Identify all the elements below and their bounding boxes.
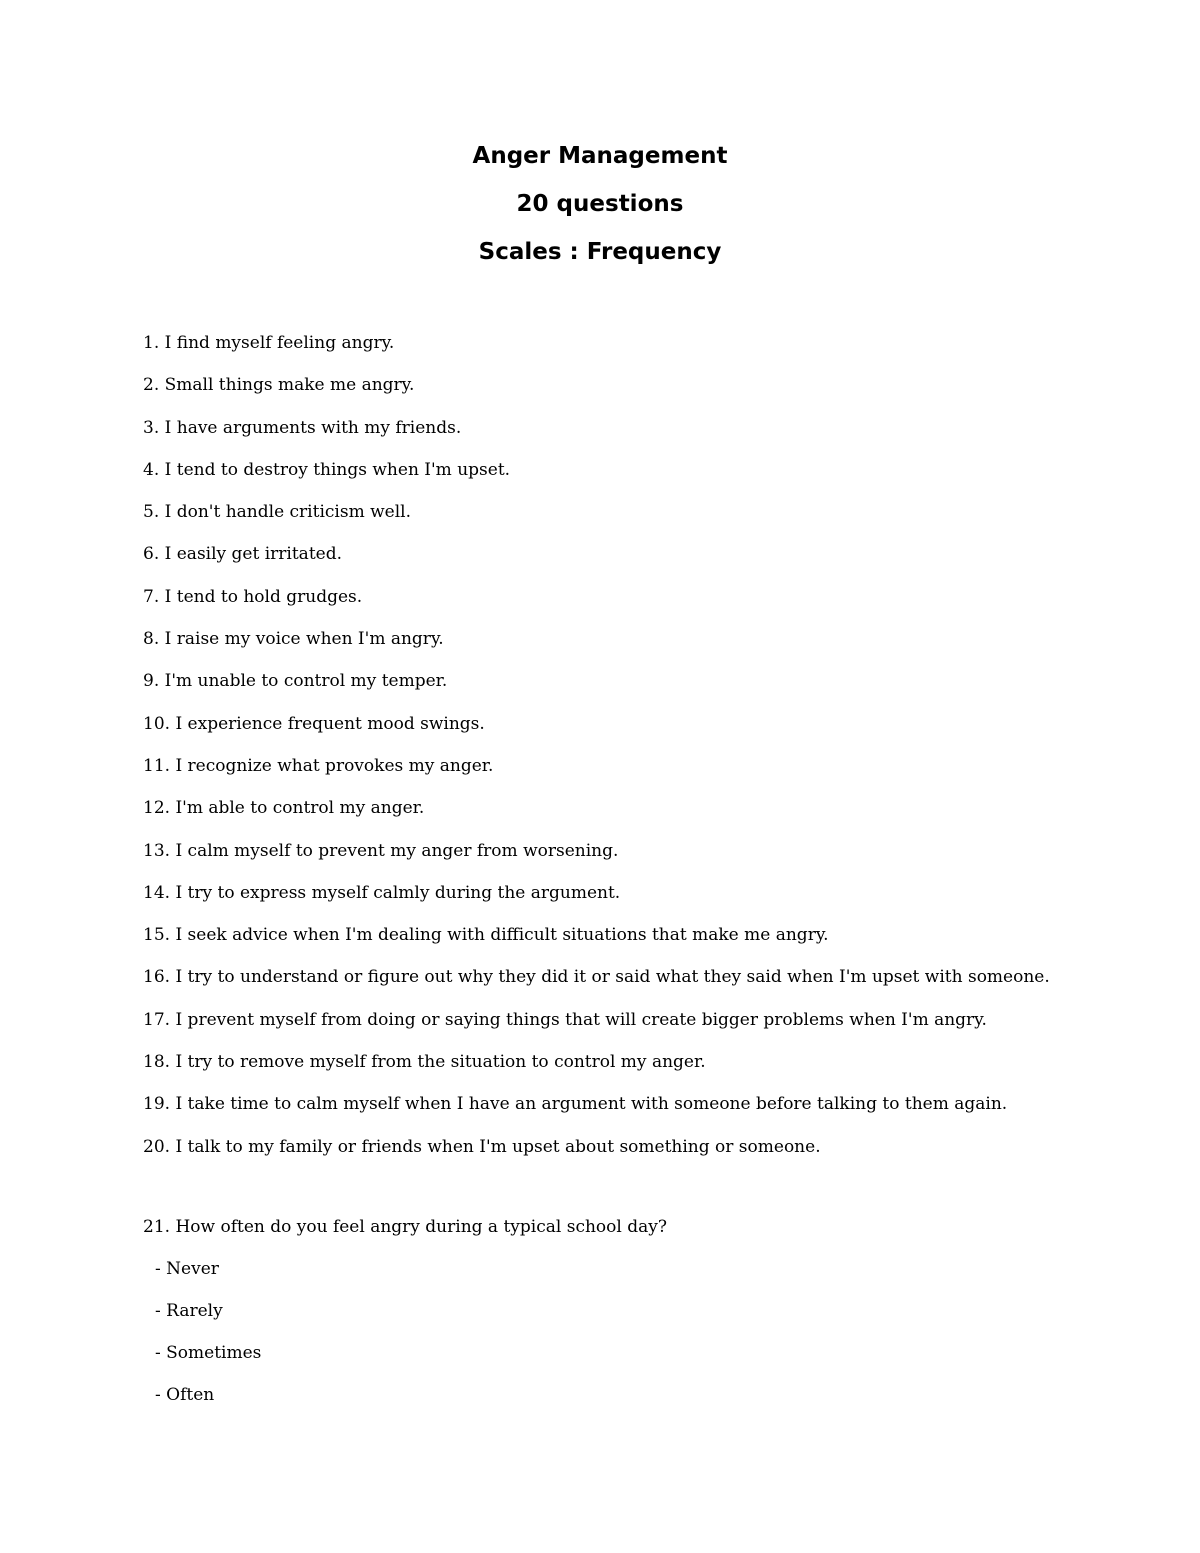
question-item: 7. I tend to hold grudges. [143,586,363,607]
question-item: 20. I talk to my family or friends when I'm upset about something or someone. [143,1136,821,1157]
answer-option-often: - Often [155,1385,215,1405]
question-item: 9. I'm unable to control my temper. [143,671,448,692]
answer-option-never: - Never [155,1259,219,1279]
extra-question-text: 21. How often do you feel angry during a typical school day? [143,1217,667,1237]
question-item: 6. I easily get irritated. [143,544,342,565]
question-item: 1. I find myself feeling angry. [143,333,395,353]
question-item: 12. I'm able to control my anger. [143,798,425,819]
document-title: Anger Management [472,143,728,169]
answer-option-sometimes: - Sometimes [155,1343,262,1363]
document-subtitle: 20 questions [516,191,684,217]
question-item: 17. I prevent myself from doing or saying things that will create bigger problems when I'm angry. [143,1009,987,1030]
question-item: 10. I experience frequent mood swings. [143,713,485,734]
question-item: 5. I don't handle criticism well. [143,502,411,523]
question-item: 3. I have arguments with my friends. [143,417,462,438]
question-item: 13. I calm myself to prevent my anger from worsening. [143,840,619,861]
question-list [143,330,1143,1176]
question-item: 16. I try to understand or figure out why they did it or said what they said when I'm upset with someone. [143,967,1050,988]
title-block [0,138,1200,282]
question-item: 15. I seek advice when I'm dealing with difficult situations that make me angry. [143,925,829,946]
answer-option-rarely: - Rarely [155,1301,223,1321]
question-item: 11. I recognize what provokes my anger. [143,755,494,776]
question-item: 8. I raise my voice when I'm angry. [143,629,444,650]
question-item: 18. I try to remove myself from the situation to control my anger. [143,1052,706,1073]
question-item: 4. I tend to destroy things when I'm upset. [143,459,511,480]
question-item: 2. Small things make me angry. [143,375,415,396]
extra-question-section [143,1214,1143,1424]
answer-options [143,1256,1143,1424]
question-item: 19. I take time to calm myself when I have an argument with someone before talking to them again. [143,1094,1008,1115]
question-item: 14. I try to express myself calmly during the argument. [143,882,621,903]
scale-label: Scales : Frequency [478,239,722,265]
